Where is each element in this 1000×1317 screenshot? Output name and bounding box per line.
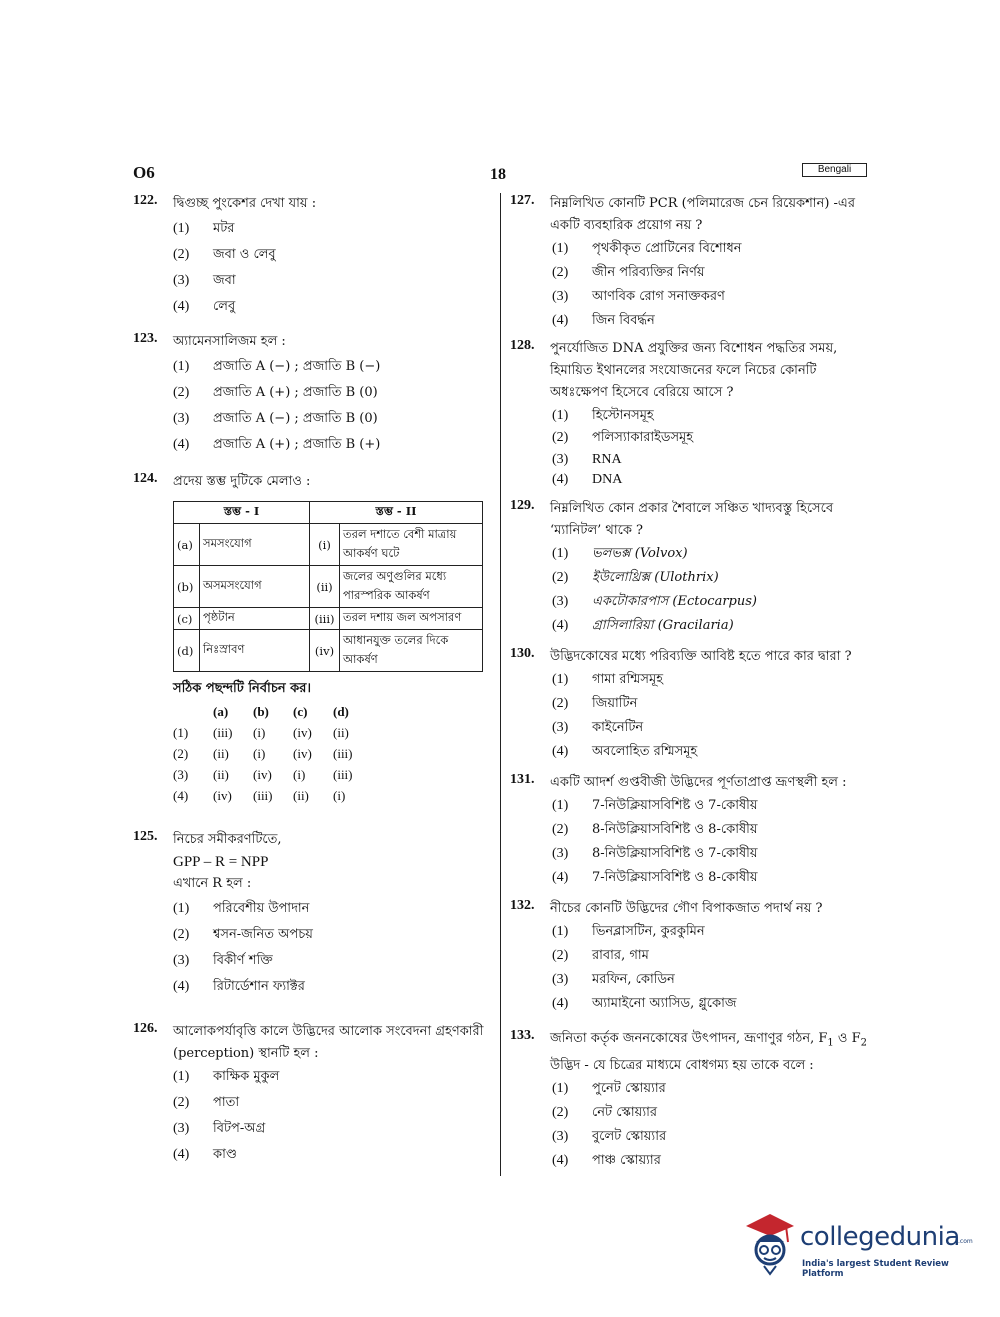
question-number: 126. [133, 1021, 158, 1036]
subscript: 1 [827, 1037, 834, 1049]
question-text: নিম্নলিখিত কোনটি PCR (পলিমারেজ চেন রিয়েকশান) -এর একটি ব্যবহারিক প্রয়োগ নয় ? [550, 196, 855, 233]
option [510, 1151, 872, 1175]
option-text: পাঞ্চ স্কোয়্যার [592, 1152, 661, 1168]
option-text: জিয়াটিন [592, 696, 638, 711]
option-number: (1) [552, 798, 569, 813]
option [133, 899, 493, 925]
question-text-part: জনিতা কর্তৃক জননকোষের উৎপাদন, ভ্রূণাণুর গঠন, F [550, 1031, 828, 1046]
question-124 [133, 471, 493, 829]
option-number: (3) [552, 1128, 569, 1144]
option [133, 409, 493, 435]
language-label: Bengali [802, 163, 867, 177]
question-number: 130. [510, 646, 535, 661]
option [133, 435, 493, 461]
question-128 [510, 338, 872, 498]
option-number: (4) [173, 979, 190, 994]
option-text: কাণ্ড [213, 1147, 237, 1162]
question-number: 132. [510, 898, 535, 913]
row-text: নিঃস্রাবণ [200, 630, 310, 672]
grid-head: (c) [293, 704, 308, 719]
grid-cell: (3) [173, 767, 189, 782]
question-number: 133. [510, 1028, 535, 1043]
option-number: (3) [173, 953, 190, 968]
option-number: (4) [173, 299, 190, 314]
option-text: জবা [213, 273, 236, 288]
grid-cell: (i) [293, 767, 306, 782]
option-number: (4) [552, 618, 569, 633]
question-text [550, 1028, 872, 1077]
option-number: (4) [173, 437, 190, 452]
question-text: আলোকপর্যাবৃত্তি কালে উদ্ভিদের আলোক সংবেদনা গ্রহণকারী (perception) স্থানটি হল : [173, 1024, 484, 1061]
option [510, 868, 872, 892]
question-text: নিচের সমীকরণটিতে, [173, 832, 282, 847]
row-text: পৃষ্ঠটান [200, 608, 310, 630]
option-number: (3) [552, 720, 569, 735]
option [510, 796, 872, 820]
option-number: (1) [173, 901, 190, 916]
option-number: (2) [552, 696, 569, 711]
option-number: (1) [173, 359, 190, 374]
question-130 [510, 646, 872, 772]
option-text: পাতা [213, 1095, 240, 1110]
option [510, 239, 872, 263]
option [510, 406, 872, 428]
option-text: হিস্টোনসমূহ [592, 408, 654, 423]
question-text-part: উদ্ভিদ - যে চিত্রের মাধ্যমে বোধগম্য হয় তাকে বলে : [550, 1057, 814, 1073]
match-table [173, 501, 483, 672]
option-number: (1) [552, 546, 569, 561]
row-label: (iv) [310, 630, 340, 672]
row-label: (ii) [310, 566, 340, 608]
grid-cell: (ii) [213, 767, 229, 782]
option [133, 271, 493, 297]
option [510, 544, 872, 568]
option-number: (3) [552, 594, 569, 609]
question-number: 124. [133, 471, 158, 486]
option-number: (2) [552, 430, 569, 445]
row-label: (iii) [310, 608, 340, 630]
option-text: রাবার, গাম [592, 948, 649, 963]
grid-cell: (i) [333, 788, 346, 803]
grid-cell: (iii) [333, 746, 353, 761]
row-text: তরল দশাতে বেশী মাত্রায় আকর্ষণ ঘটে [340, 524, 483, 566]
option-text: 8-নিউক্লিয়াসবিশিষ্ট ও 8-কোষীয় [592, 822, 758, 837]
grid-head: (b) [253, 704, 269, 719]
option-text: রিটার্ডেশান ফ্যাক্টর [213, 979, 305, 994]
option [510, 994, 872, 1018]
option [133, 1093, 493, 1119]
option [510, 670, 872, 694]
option [133, 357, 493, 383]
option [510, 450, 872, 470]
option [510, 428, 872, 450]
answer-grid [173, 704, 493, 809]
answer-grid-row [173, 788, 493, 809]
option [133, 977, 493, 1003]
option-text: পৃথকীকৃত প্রোটিনের বিশোধন [592, 241, 742, 256]
grid-cell: (ii) [213, 746, 229, 761]
option [510, 592, 872, 616]
grid-cell: (1) [173, 725, 189, 740]
option-text: জীন পরিব্যক্তির নির্ণয় [592, 265, 705, 280]
option-text: পলিস্যাকারাইডসমূহ [592, 430, 694, 445]
answer-grid-row [173, 725, 493, 746]
option [510, 718, 872, 742]
option-number: (4) [552, 870, 569, 885]
option-number: (1) [552, 924, 569, 939]
option [133, 1145, 493, 1171]
option-number: (3) [552, 452, 569, 467]
grid-cell: (2) [173, 746, 189, 761]
column-header-2: স্তম্ভ - II [310, 502, 483, 524]
equation: GPP – R = NPP [173, 854, 269, 870]
option-text: DNA [592, 472, 623, 487]
question-number: 129. [510, 498, 535, 513]
option-number: (1) [552, 241, 569, 256]
row-text: অসমসংযোগ [200, 566, 310, 608]
option-number: (2) [173, 385, 190, 400]
option-text: গ্রাসিলারিয়া (Gracilaria) [592, 618, 734, 633]
grid-cell: (ii) [293, 788, 309, 803]
row-text: আধানযুক্ত তলের দিকে আকর্ষণ [340, 630, 483, 672]
option [510, 616, 872, 640]
option-text: কাক্ষিক মুকুল [213, 1069, 280, 1084]
option [510, 263, 872, 287]
question-127 [510, 193, 872, 338]
option-text: ইউলোথ্রিক্স (Ulothrix) [592, 570, 719, 585]
option [510, 970, 872, 994]
question-133 [510, 1028, 872, 1173]
option [510, 311, 872, 335]
grid-cell: (iv) [293, 725, 312, 740]
option-text: 7-নিউক্লিয়াসবিশিষ্ট ও 7-কোষীয় [592, 798, 758, 813]
option [133, 925, 493, 951]
option-text: পুনেট স্কোয়্যার [592, 1080, 666, 1096]
option-text: নেট স্কোয়্যার [592, 1104, 658, 1120]
grid-cell: (iv) [213, 788, 232, 803]
question-text-part: ও F [833, 1031, 861, 1046]
question-text: উদ্ভিদকোষের মধ্যে পরিব্যক্তি আবিষ্ট হতে পারে কার দ্বারা ? [550, 649, 852, 664]
option-number: (1) [552, 1080, 569, 1096]
question-132 [510, 898, 872, 1028]
option-number: (4) [173, 1147, 190, 1162]
option-number: (3) [552, 972, 569, 987]
option-text: মরফিন, কোডিন [592, 972, 675, 987]
option [510, 820, 872, 844]
option-text: বিটপ-অগ্র [213, 1121, 266, 1136]
option-text: একটোকারপাস (Ectocarpus) [592, 594, 757, 609]
grid-head: (a) [213, 704, 229, 719]
option-text: গামা রশ্মিসমূহ [592, 672, 664, 687]
option [510, 1103, 872, 1127]
option [510, 844, 872, 868]
option [510, 694, 872, 718]
option [510, 922, 872, 946]
option [510, 946, 872, 970]
option-number: (3) [173, 411, 190, 426]
answer-grid-row [173, 746, 493, 767]
option-number: (2) [552, 948, 569, 963]
option-text: 8-নিউক্লিয়াসবিশিষ্ট ও 7-কোষীয় [592, 846, 758, 861]
option-number: (4) [552, 996, 569, 1011]
option-number: (1) [552, 408, 569, 423]
option-number: (2) [552, 822, 569, 837]
option-text: জিন বিবর্দ্ধন [592, 313, 655, 328]
option [133, 297, 493, 323]
right-column [510, 193, 872, 1173]
option-number: (2) [173, 927, 190, 942]
option-number: (4) [552, 744, 569, 759]
option [133, 951, 493, 977]
option-text: মটর [213, 221, 235, 236]
question-text: অ্যামেনসালিজম হল : [173, 334, 286, 349]
option-number: (2) [552, 265, 569, 280]
option-text: RNA [592, 452, 622, 467]
row-text: তরল দশায় জল অপসারণ [340, 608, 483, 630]
grid-cell: (i) [253, 725, 266, 740]
option [510, 287, 872, 311]
grid-cell: (i) [253, 746, 266, 761]
option-text: কাইনেটিন [592, 720, 644, 735]
column-header-1: স্তম্ভ - I [174, 502, 310, 524]
collegedunia-logo[interactable] [742, 1212, 972, 1282]
question-text: নিম্নলিখিত কোন প্রকার শৈবালে সঞ্চিত খাদ্যবস্তু হিসেবে ‘ম্যানিটল’ থাকে ? [550, 501, 834, 538]
option [510, 568, 872, 592]
question-number: 131. [510, 772, 535, 787]
grid-cell: (iv) [293, 746, 312, 761]
question-text: দ্বিগুচ্ছ পুংকেশর দেখা যায় : [173, 196, 317, 211]
option [133, 383, 493, 409]
grid-cell: (iv) [253, 767, 272, 782]
option [510, 742, 872, 766]
option-text: জবা ও লেবু [213, 247, 276, 262]
option [510, 1127, 872, 1151]
row-label: (b) [174, 566, 200, 608]
grid-cell: (iii) [333, 767, 353, 782]
option [510, 470, 872, 490]
page-number: 18 [490, 166, 506, 183]
question-text: প্রদেয় স্তম্ভ দুটিকে মেলাও : [173, 474, 311, 489]
question-125 [133, 829, 493, 1021]
option-text: প্রজাতি A (+) ; প্রজাতি B (+) [213, 437, 381, 452]
option-number: (2) [552, 1104, 569, 1120]
question-number: 125. [133, 829, 158, 844]
instruction-text: সঠিক পছন্দটি নির্বাচন কর। [173, 681, 312, 696]
row-label: (a) [174, 524, 200, 566]
option-text: অবলোহিত রশ্মিসমূহ [592, 744, 698, 759]
question-number: 122. [133, 193, 158, 208]
option-number: (3) [173, 1121, 190, 1136]
question-text: পুনর্যোজিত DNA প্রযুক্তির জন্য বিশোধন পদ্ধতির সময়, হিমায়িত ইথানলের সংযোজনের ফলে নিচের কোনটি অধঃক্ষেপণ হিসেবে বেরিয়ে আসে ? [550, 341, 838, 400]
option-text: প্রজাতি A (+) ; প্রজাতি B (0) [213, 385, 378, 400]
logo-tagline: India's largest Student Review Platform [802, 1259, 949, 1279]
question-text: একটি আদর্শ গুপ্তবীজী উদ্ভিদের পূর্ণতাপ্রাপ্ত ভ্রূণস্থলী হল : [550, 775, 847, 790]
graduate-cap-mascot-icon [742, 1212, 798, 1278]
option-number: (1) [173, 221, 190, 236]
option-text: পরিবেশীয় উপাদান [213, 901, 310, 916]
option-number: (1) [173, 1069, 190, 1084]
option-text: আণবিক রোগ সনাক্তকরণ [592, 289, 725, 304]
paper-code: O6 [133, 163, 155, 182]
answer-grid-row [173, 767, 493, 788]
option [133, 245, 493, 271]
option-text: বিকীর্ণ শক্তি [213, 953, 273, 968]
option-text: শ্বসন-জনিত অপচয় [213, 927, 313, 942]
row-label: (d) [174, 630, 200, 672]
question-number: 127. [510, 193, 535, 208]
left-column [133, 193, 493, 1171]
option-text: 7-নিউক্লিয়াসবিশিষ্ট ও 8-কোষীয় [592, 870, 758, 885]
option-number: (2) [173, 247, 190, 262]
row-text: সমসংযোগ [200, 524, 310, 566]
row-text: জলের অণুগুলির মধ্যে পারস্পরিক আকর্ষণ [340, 566, 483, 608]
option-number: (4) [552, 1152, 569, 1168]
question-number: 123. [133, 331, 158, 346]
grid-cell: (4) [173, 788, 189, 803]
row-label: (i) [310, 524, 340, 566]
option-number: (2) [552, 570, 569, 585]
option-number: (2) [173, 1095, 190, 1110]
option-text: ভিনব্লাসটিন, কুরকুমিন [592, 924, 705, 939]
column-divider [500, 193, 501, 1176]
question-126 [133, 1021, 493, 1171]
question-122 [133, 193, 493, 331]
option-number: (4) [552, 472, 569, 487]
option [133, 1067, 493, 1093]
question-text: নীচের কোনটি উদ্ভিদের গৌণ বিপাকজাত পদার্থ নয় ? [550, 901, 823, 916]
option-text: লেবু [213, 299, 236, 314]
option-text: প্রজাতি A (−) ; প্রজাতি B (−) [213, 359, 381, 374]
logo-name: collegedunia [800, 1222, 960, 1252]
question-131 [510, 772, 872, 898]
grid-cell: (ii) [333, 725, 349, 740]
grid-cell: (iii) [213, 725, 233, 740]
logo-suffix: .com [958, 1238, 973, 1245]
question-text: এখানে R হল : [173, 876, 252, 891]
option-text: ভলভক্স (Volvox) [592, 546, 688, 561]
option-text: বুলেট স্কোয়্যার [592, 1128, 667, 1144]
answer-grid-header [173, 704, 493, 725]
option-number: (4) [552, 313, 569, 328]
question-123 [133, 331, 493, 471]
option [133, 219, 493, 245]
grid-cell: (iii) [253, 788, 273, 803]
question-number: 128. [510, 338, 535, 353]
option-number: (3) [552, 846, 569, 861]
option-number: (3) [173, 273, 190, 288]
subscript: 2 [860, 1037, 868, 1049]
row-label: (c) [174, 608, 200, 630]
option [510, 1079, 872, 1103]
grid-head: (d) [333, 704, 349, 719]
option [133, 1119, 493, 1145]
option-number: (1) [552, 672, 569, 687]
option-text: অ্যামাইনো অ্যাসিড, গ্লুকোজ [592, 996, 737, 1011]
option-text: প্রজাতি A (−) ; প্রজাতি B (0) [213, 411, 378, 426]
option-number: (3) [552, 289, 569, 304]
question-129 [510, 498, 872, 646]
